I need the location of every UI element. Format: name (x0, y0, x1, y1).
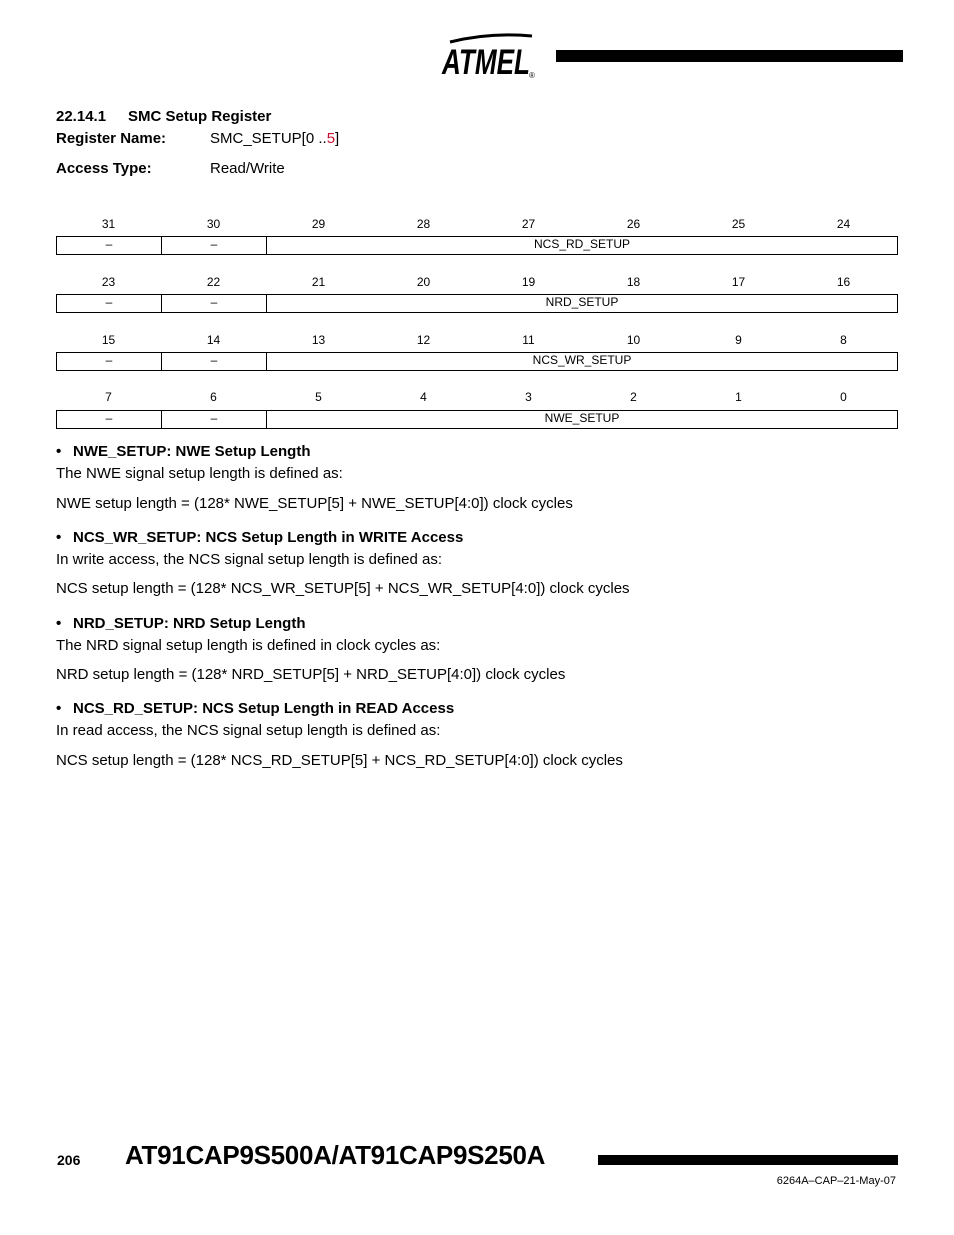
field-heading-text: NRD_SETUP: NRD Setup Length (73, 615, 306, 632)
field-formula: NWE setup length = (128* NWE_SETUP[5] + NWE_SETUP[4:0]) clock cycles (56, 495, 573, 512)
bullet-icon: • (56, 700, 62, 717)
register-field-row (56, 294, 898, 313)
bit-number: 7 (105, 390, 112, 404)
atmel-logo-graphic (440, 32, 540, 82)
register-name-suffix: ] (335, 130, 340, 147)
field-heading-nwe-setup (56, 443, 311, 460)
bit-number-row (56, 390, 898, 406)
bit-number: 6 (210, 390, 217, 404)
bit-number: 30 (206, 217, 221, 231)
field-description: In write access, the NCS signal setup length is defined as: (56, 551, 443, 568)
reserved-field: – (162, 295, 267, 312)
bit-number: 13 (311, 333, 326, 347)
bit-number: 14 (206, 333, 221, 347)
field-heading-ncs-wr-setup (56, 529, 463, 546)
field-formula: NCS setup length = (128* NCS_RD_SETUP[5] + NCS_RD_SETUP[4:0]) clock cycles (56, 752, 623, 769)
register-field-row (56, 410, 898, 429)
bit-number: 22 (206, 275, 221, 289)
bit-number: 5 (315, 390, 322, 404)
bit-number: 8 (840, 333, 847, 347)
reserved-field: – (162, 411, 267, 428)
bit-number: 19 (521, 275, 536, 289)
field-formula: NCS setup length = (128* NCS_WR_SETUP[5] + NCS_WR_SETUP[4:0]) clock cycles (56, 580, 630, 597)
bullet-icon: • (56, 443, 62, 460)
bit-number: 20 (416, 275, 431, 289)
bit-number: 2 (630, 390, 637, 404)
bit-number: 16 (836, 275, 851, 289)
register-name-range: 5 (326, 130, 336, 147)
bullet-icon: • (56, 615, 62, 632)
bit-number: 9 (735, 333, 742, 347)
register-name-prefix: SMC_SETUP[0 .. (210, 130, 327, 147)
section-title: SMC Setup Register (128, 108, 272, 125)
bit-number-row (56, 217, 898, 233)
footer-rule (598, 1155, 898, 1165)
atmel-logo (440, 32, 540, 82)
bit-number: 11 (522, 333, 535, 347)
field-nrd-setup: NRD_SETUP (545, 295, 619, 309)
bit-number: 25 (731, 217, 746, 231)
register-name-label: Register Name: (56, 130, 167, 147)
bit-number: 10 (626, 333, 641, 347)
field-heading-nrd-setup (56, 615, 306, 632)
bit-number-row (56, 333, 898, 349)
bullet-icon: • (56, 529, 62, 546)
field-description: The NWE signal setup length is defined as: (56, 465, 343, 482)
registered-mark: ® (529, 71, 535, 80)
field-ncs-rd-setup: NCS_RD_SETUP (533, 237, 631, 251)
document-title: AT91CAP9S500A/AT91CAP9S250A (125, 1140, 546, 1170)
header-rule (556, 50, 903, 62)
bit-number: 31 (101, 217, 116, 231)
bit-number: 1 (735, 390, 742, 404)
bit-number: 29 (311, 217, 326, 231)
register-name-value (210, 130, 339, 147)
reserved-field: – (57, 411, 162, 428)
register-field-row (56, 236, 898, 255)
access-type-value: Read/Write (210, 160, 285, 177)
reserved-field: – (57, 353, 162, 370)
reserved-field: – (57, 237, 162, 254)
section-heading (56, 108, 271, 125)
bit-number: 4 (420, 390, 427, 404)
reserved-field: – (162, 237, 267, 254)
bit-number: 23 (101, 275, 116, 289)
field-description: The NRD signal setup length is defined in clock cycles as: (56, 637, 441, 654)
bit-number: 17 (731, 275, 746, 289)
bit-number: 27 (521, 217, 536, 231)
field-heading-text: NCS_RD_SETUP: NCS Setup Length in READ Access (73, 700, 455, 717)
bit-number: 28 (416, 217, 431, 231)
page-number: 206 (57, 1152, 81, 1168)
document-reference: 6264A–CAP–21-May-07 (776, 1175, 896, 1187)
bit-number: 3 (525, 390, 532, 404)
register-field-row (56, 352, 898, 371)
reserved-field: – (57, 295, 162, 312)
bit-number: 0 (840, 390, 847, 404)
bit-number-row (56, 275, 898, 291)
field-nwe-setup: NWE_SETUP (544, 411, 620, 425)
reserved-field: – (162, 353, 267, 370)
field-heading-text: NCS_WR_SETUP: NCS Setup Length in WRITE Access (73, 529, 464, 546)
bit-number: 18 (626, 275, 641, 289)
bit-number: 26 (626, 217, 641, 231)
field-heading-ncs-rd-setup (56, 700, 454, 717)
bit-number: 21 (311, 275, 326, 289)
field-description: In read access, the NCS signal setup length is defined as: (56, 722, 441, 739)
field-formula: NRD setup length = (128* NRD_SETUP[5] + NRD_SETUP[4:0]) clock cycles (56, 666, 566, 683)
field-heading-text: NWE_SETUP: NWE Setup Length (73, 443, 311, 460)
bit-number: 15 (101, 333, 116, 347)
access-type-label: Access Type: (56, 160, 152, 177)
section-number: 22.14.1 (56, 108, 107, 125)
bit-number: 24 (836, 217, 851, 231)
logo-wordmark: ATMEL (441, 43, 530, 82)
bit-number: 12 (416, 333, 431, 347)
field-ncs-wr-setup: NCS_WR_SETUP (532, 353, 632, 367)
